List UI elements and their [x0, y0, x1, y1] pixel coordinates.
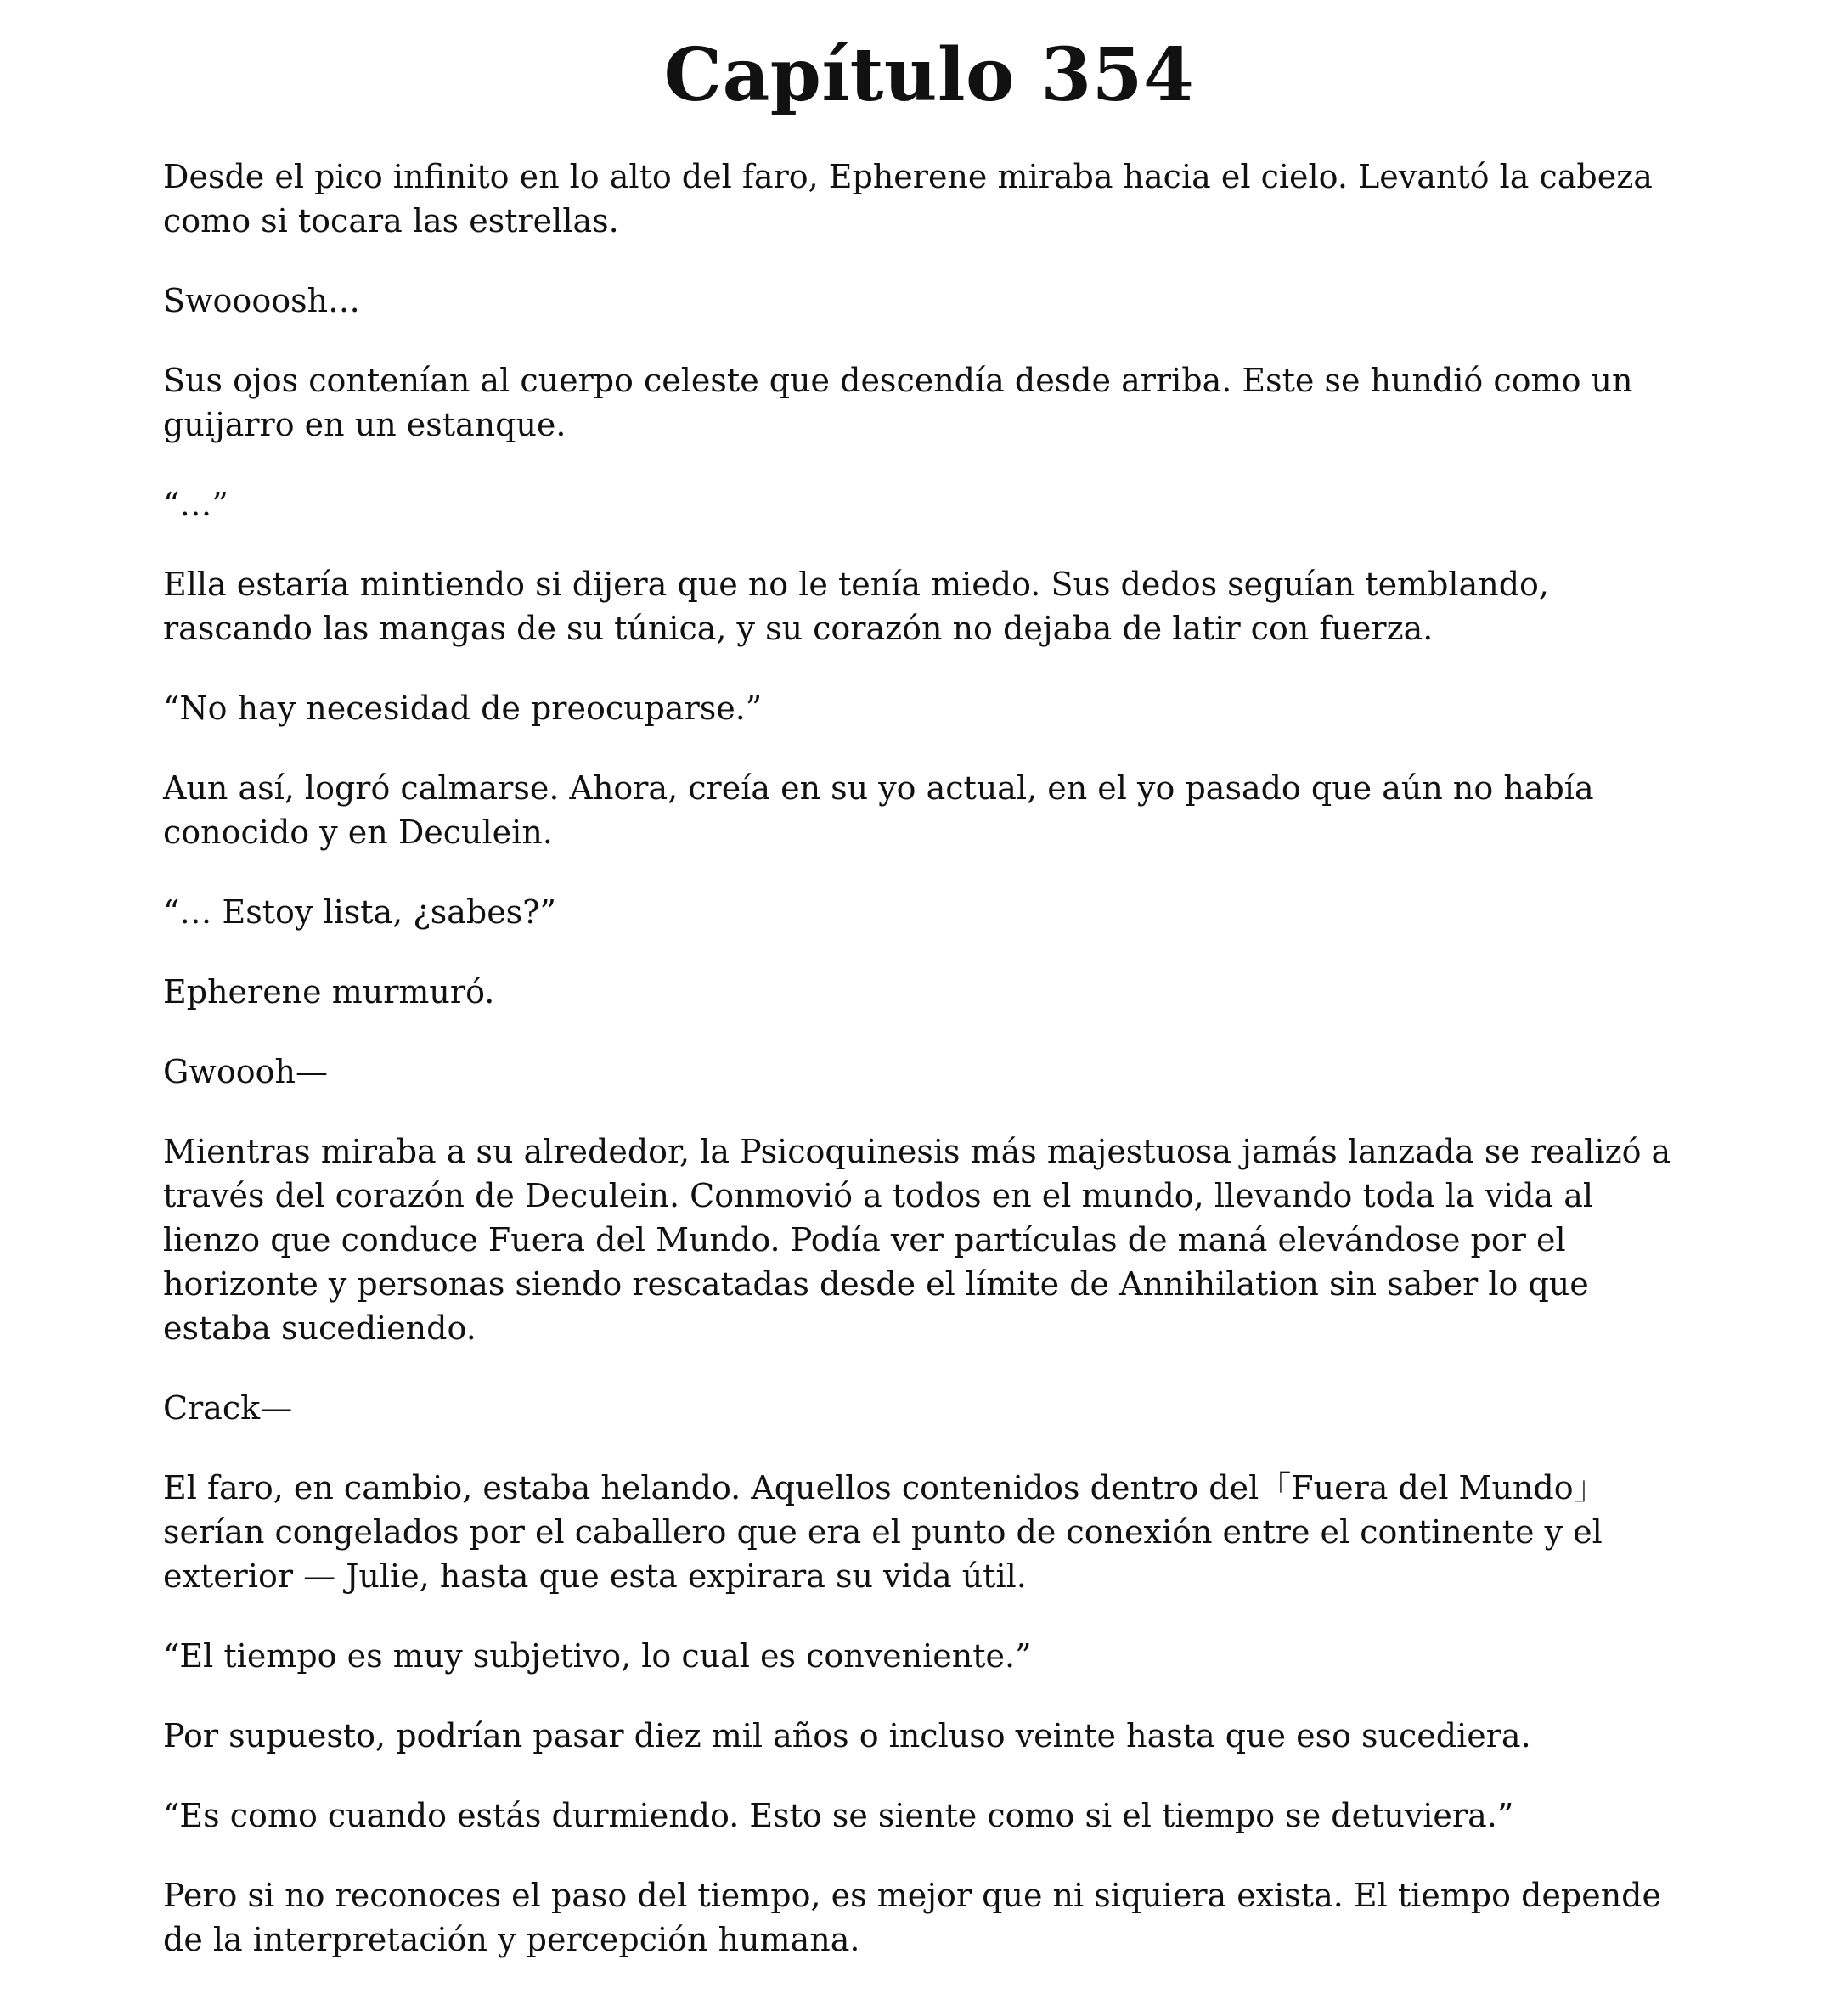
paragraph: “No hay necesidad de preocuparse.” — [163, 690, 763, 727]
paragraph: “El tiempo es muy subjetivo, lo cual es conveniente.” — [163, 1637, 1032, 1675]
paragraph: Swoooosh… — [163, 282, 361, 319]
paragraph: Mientras miraba a su alrededor, la Psicoquinesis más majestuosa jamás lanzada se realizó a través del corazón de Deculein. Conmovió a todos en el mundo, llevando toda la vida al lienzo que conduce Fuera del Mundo. Podía ver partículas de maná elevándose por el horizonte y personas siendo rescatadas desde el límite de Annihilation sin saber lo que estaba sucediendo. — [163, 1133, 1671, 1347]
paragraph: Desde el pico infinito en lo alto del faro, Epherene miraba hacia el cielo. Levantó la cabeza como si tocara las estrellas. — [163, 158, 1653, 239]
paragraph: “… Estoy lista, ¿sabes?” — [163, 893, 556, 931]
paragraph: Por supuesto, podrían pasar diez mil años o incluso veinte hasta que eso sucediera. — [163, 1717, 1531, 1754]
paragraph: El faro, en cambio, estaba helando. Aquellos contenidos dentro del「Fuera del Mundo」serían congelados por el caballero que era el punto de conexión entre el continente y el exterior — Julie, hasta que esta expirara su vida útil. — [163, 1469, 1606, 1595]
chapter-body — [163, 155, 1695, 1962]
chapter-title: Capítulo 354 — [663, 32, 1195, 118]
paragraph: “Es como cuando estás durmiendo. Esto se siente como si el tiempo se detuviera.” — [163, 1797, 1514, 1834]
paragraph: Aun así, logró calmarse. Ahora, creía en su yo actual, en el yo pasado que aún no había conocido y en Deculein. — [163, 769, 1594, 851]
paragraph: Ella estaría mintiendo si dijera que no le tenía miedo. Sus dedos seguían temblando, rascando las mangas de su túnica, y su corazón no dejaba de latir con fuerza. — [163, 566, 1549, 647]
paragraph: Pero si no reconoces el paso del tiempo, es mejor que ni siquiera exista. El tiempo depende de la interpretación y percepción humana. — [163, 1877, 1661, 1958]
paragraph: Epherene murmuró. — [163, 973, 495, 1011]
paragraph: Crack— — [163, 1389, 293, 1427]
paragraph: Sus ojos contenían al cuerpo celeste que descendía desde arriba. Este se hundió como un guijarro en un estanque. — [163, 362, 1633, 443]
paragraph: “…” — [163, 486, 228, 523]
paragraph: Gwoooh— — [163, 1053, 328, 1090]
